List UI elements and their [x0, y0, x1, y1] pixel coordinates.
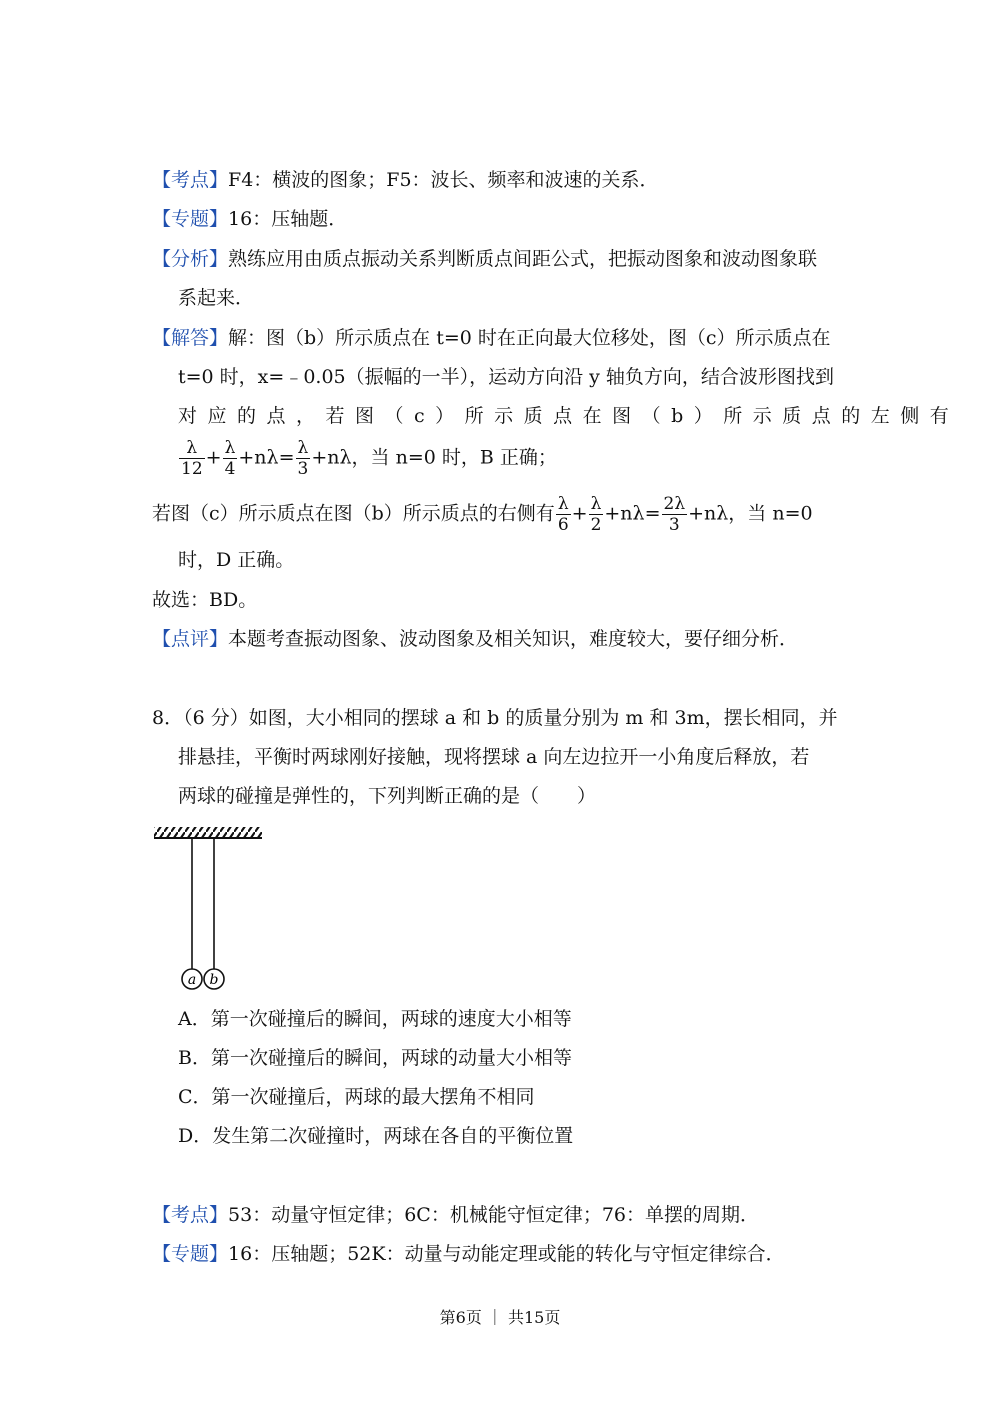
- zhuanti-line-2: [152, 1240, 785, 1268]
- question8-line-2: 排悬挂，平衡时两球刚好接触，现将摆球 a 向左边拉开一小角度后释放，若: [178, 746, 810, 768]
- fraction-lambda-12: [179, 438, 205, 479]
- formula-tail: +nλ，当 n=0: [688, 502, 813, 525]
- kaodian-tag: 【考点】: [152, 169, 229, 191]
- jieda-text-1: 解：图（b）所示质点在 t=0 时在正向最大位移处，图（c）所示质点在: [228, 327, 831, 349]
- frac-den: 4: [224, 459, 236, 479]
- zhuanti-tag: 【专题】: [152, 1243, 229, 1265]
- fenxi-line-2: 系起来．: [178, 287, 255, 309]
- ball-b-label: b: [209, 972, 219, 988]
- page-footer: 第6页 ｜ 共15页: [439, 1308, 561, 1327]
- jieda-formula-line-2: [152, 494, 813, 535]
- frac-num: λ: [179, 438, 205, 459]
- formula-pre: 若图（c）所示质点在图（b）所示质点的右侧有: [152, 502, 555, 525]
- dianping-line: [152, 625, 798, 653]
- jieda-line-6: 时，D 正确。: [178, 549, 295, 571]
- kaodian-tag: 【考点】: [152, 1204, 229, 1226]
- frac-den: 6: [557, 515, 569, 535]
- zhuanti-tag: 【专题】: [152, 208, 229, 230]
- fraction-lambda-6: [556, 494, 571, 535]
- plus-sign: +: [205, 446, 222, 469]
- frac-den: 3: [297, 459, 309, 479]
- kaodian-line-1: [152, 166, 659, 194]
- question8-line-1: 8．（6 分）如图，大小相同的摆球 a 和 b 的质量分别为 m 和 3m，摆长相同，并: [152, 707, 838, 729]
- fraction-lambda-4: [223, 438, 238, 479]
- fenxi-line: [152, 245, 817, 273]
- frac-num: λ: [296, 438, 311, 459]
- jieda-line-2: t=0 时，x=﹣0.05（振幅的一半），运动方向沿 y 轴负方向，结合波形图找到: [178, 366, 834, 388]
- fenxi-tag: 【分析】: [152, 248, 229, 270]
- frac-den: 2: [590, 515, 602, 535]
- option-b: B．第一次碰撞后的瞬间，两球的动量大小相等: [178, 1047, 572, 1069]
- frac-num: λ: [556, 494, 571, 515]
- frac-den: 3: [668, 515, 680, 535]
- fraction-lambda-2: [589, 494, 604, 535]
- option-a: A．第一次碰撞后的瞬间，两球的速度大小相等: [178, 1008, 572, 1030]
- formula-tail: +nλ，当 n=0 时，B 正确；: [311, 446, 557, 469]
- fraction-lambda-3: [296, 438, 311, 479]
- dianping-text: 本题考查振动图象、波动图象及相关知识，难度较大，要仔细分析．: [228, 628, 799, 650]
- kaodian-text: F4：横波的图象；F5：波长、频率和波速的关系．: [228, 169, 659, 191]
- option-d: D．发生第二次碰撞时，两球在各自的平衡位置: [178, 1125, 574, 1147]
- frac-num: λ: [223, 438, 238, 459]
- pendulum-figure: [150, 822, 270, 994]
- fraction-2lambda-3: [662, 494, 688, 535]
- plus-sign: +: [571, 502, 588, 525]
- frac-num: λ: [589, 494, 604, 515]
- ceiling-hatch: [154, 827, 262, 838]
- jieda-line-3: 对应的点，若图（c）所示质点在图（b）所示质点的左侧有: [178, 405, 960, 427]
- kaodian-line-2: [152, 1201, 759, 1229]
- zhuanti-line-1: [152, 205, 347, 233]
- fenxi-text-1: 熟练应用由质点振动关系判断质点间距公式，把振动图象和波动图象联: [228, 248, 818, 270]
- formula-mid: +nλ=: [604, 502, 661, 525]
- ball-a-label: a: [187, 972, 197, 988]
- zhuanti-text: 16：压轴题；52K：动量与动能定理或能的转化与守恒定律综合．: [228, 1243, 785, 1265]
- guxuan-line: 故选：BD。: [152, 589, 258, 611]
- frac-num: 2λ: [663, 494, 686, 514]
- zhuanti-text: 16：压轴题．: [228, 208, 348, 230]
- formula-mid: +nλ=: [238, 446, 295, 469]
- jieda-formula-line: [178, 438, 557, 479]
- option-c: C．第一次碰撞后，两球的最大摆角不相同: [178, 1086, 535, 1108]
- dianping-tag: 【点评】: [152, 628, 229, 650]
- question8-line-3: 两球的碰撞是弹性的，下列判断正确的是（ ）: [178, 785, 597, 807]
- frac-den: 12: [181, 459, 203, 479]
- jieda-line-1: [152, 324, 831, 352]
- kaodian-text: 53：动量守恒定律；6C：机械能守恒定律；76：单摆的周期．: [228, 1204, 759, 1226]
- jieda-tag: 【解答】: [152, 327, 229, 349]
